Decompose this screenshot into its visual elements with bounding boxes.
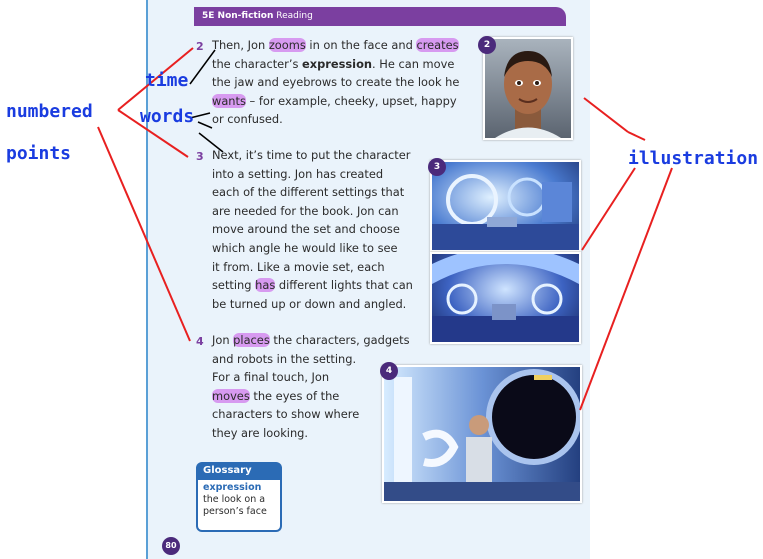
- bold-term: expression: [302, 56, 373, 71]
- point-number: 4: [196, 335, 204, 348]
- text-run: Next, it’s time to put the character: [212, 148, 411, 162]
- text-run: Jon: [212, 333, 234, 347]
- red-pointer-lines: [98, 48, 672, 410]
- annotation-numbered-points: points: [6, 143, 72, 164]
- text-run: each of the different settings that: [212, 185, 405, 200]
- glossary-term: expression: [203, 482, 262, 493]
- page-number: 80: [162, 537, 180, 555]
- text-run: . He can move: [372, 56, 455, 71]
- text-run: it from. Like a movie set, each: [212, 259, 385, 274]
- highlighted-time-word: zooms: [268, 38, 306, 52]
- annotation-numbered-points: numbered: [6, 101, 93, 122]
- highlighted-time-word: creates: [416, 38, 459, 52]
- text-run: are needed for the book. Jon can: [212, 203, 399, 218]
- text-run: setting: [212, 278, 256, 293]
- annotation-time-words: words: [140, 106, 195, 127]
- text-run: the eyes of the: [249, 388, 340, 403]
- highlighted-time-word: moves: [212, 388, 250, 403]
- pointer-line: [628, 132, 645, 140]
- pointer-line: [580, 168, 672, 410]
- pointer-line: [582, 168, 635, 250]
- text-run: and robots in the setting.: [212, 351, 357, 366]
- text-run: different lights that can: [275, 278, 413, 293]
- highlighted-time-word: places: [233, 333, 270, 347]
- text-run: the characters, gadgets: [269, 333, 410, 347]
- black-pointer-lines: [190, 50, 223, 152]
- illustration-number-badge: 2: [478, 36, 496, 54]
- pointer-line: [199, 133, 223, 152]
- point-number: 3: [196, 150, 204, 163]
- text-run: the jaw and eyebrows to create the look he: [212, 75, 460, 90]
- text-run: the character’s: [212, 56, 303, 71]
- glossary-title: Glossary: [196, 462, 282, 480]
- text-run: characters to show where: [212, 407, 360, 422]
- text-run: – for example, cheeky, upset, happy: [245, 93, 457, 108]
- pointer-line: [98, 127, 190, 341]
- text-run: For a final touch, Jon: [212, 370, 330, 385]
- illustration-number-badge: 4: [380, 362, 398, 380]
- glossary-definition-line: the look on a: [203, 494, 266, 505]
- text-run: be turned up or down and angled.: [212, 296, 407, 311]
- pointer-line: [198, 122, 212, 128]
- text-run: which angle he would like to see: [212, 240, 398, 255]
- text-run: into a setting. Jon has created: [212, 166, 384, 181]
- pointer-line: [584, 98, 628, 132]
- header-section: 5E Non-fiction: [202, 11, 274, 21]
- text-run: or confused.: [212, 112, 283, 127]
- text-run: move around the set and choose: [212, 222, 400, 237]
- text-run: in on the face and: [305, 38, 417, 52]
- text-run: Then, Jon: [212, 38, 269, 52]
- annotation-time-words: time: [145, 70, 189, 91]
- glossary-definition-line: person’s face: [203, 506, 267, 517]
- highlighted-time-word: has: [255, 278, 276, 293]
- pointer-line: [190, 50, 215, 84]
- annotation-illustration: illustration: [628, 148, 759, 169]
- highlighted-time-word: wants: [212, 93, 246, 108]
- header-subject: Reading: [276, 11, 313, 21]
- illustration-number-badge: 3: [428, 158, 446, 176]
- text-run: they are looking.: [212, 425, 309, 440]
- point-number: 2: [196, 40, 204, 53]
